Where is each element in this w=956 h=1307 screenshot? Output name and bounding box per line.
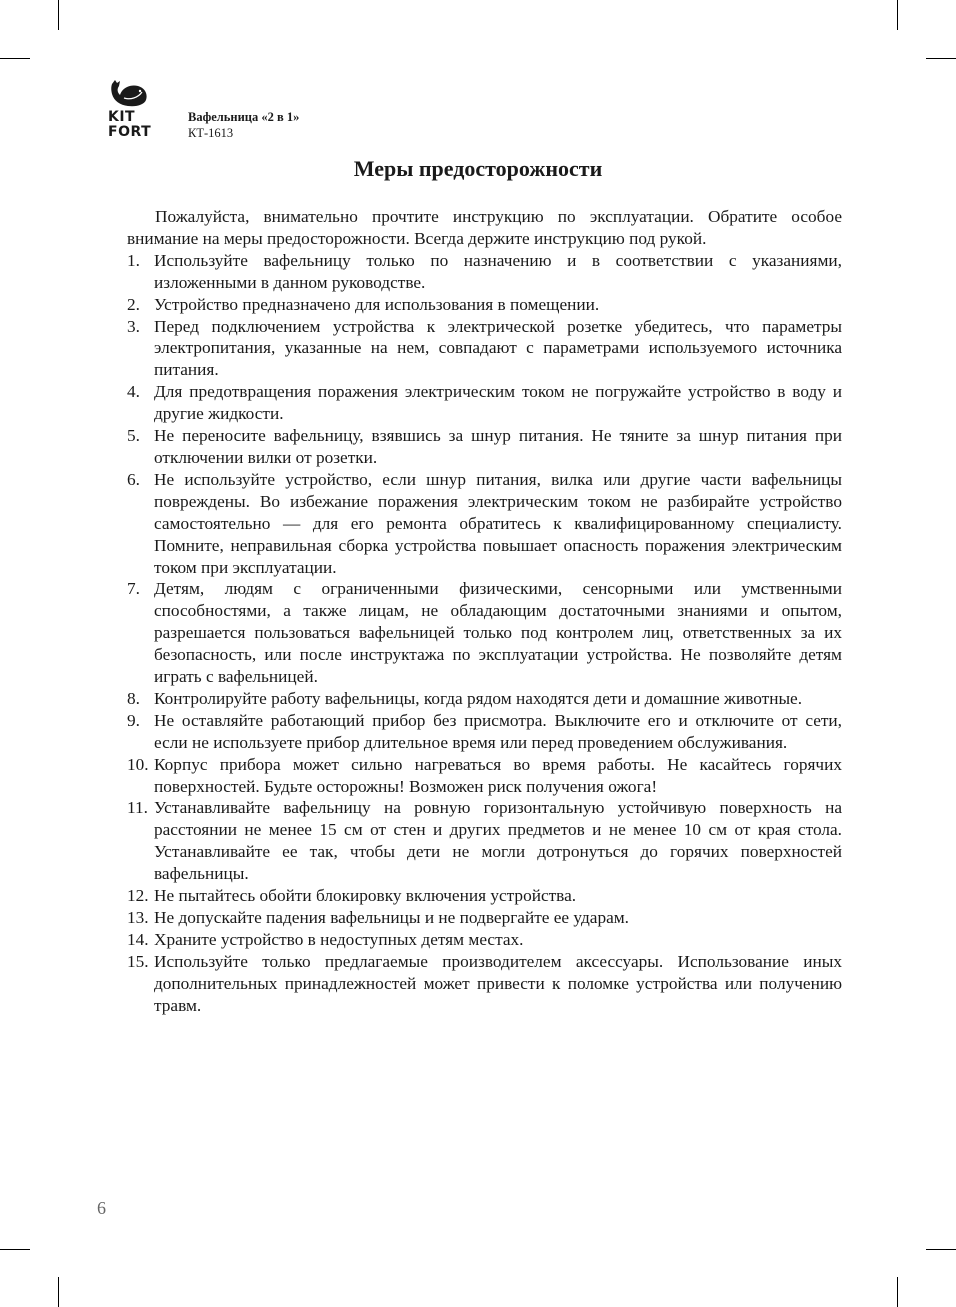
item-number: 2. — [127, 294, 140, 314]
list-item — [127, 951, 842, 1017]
list-item — [127, 425, 842, 469]
crop-mark — [0, 58, 30, 59]
list-item — [127, 929, 842, 951]
item-number: 6. — [127, 469, 140, 489]
item-number: 8. — [127, 688, 140, 708]
item-number: 11. — [127, 798, 148, 818]
product-name: Вафельница «2 в 1» — [188, 110, 300, 124]
list-item — [127, 688, 842, 710]
item-text: Контролируйте работу вафельницы, когда рядом находятся дети и домашние животные. — [154, 688, 803, 708]
item-number: 13. — [127, 908, 149, 927]
list-item — [127, 469, 842, 579]
item-text: Храните устройство в недоступных детям местах. — [154, 929, 524, 949]
item-number: 9. — [127, 710, 140, 730]
list-item — [127, 710, 842, 754]
crop-mark — [0, 1249, 30, 1250]
item-text: Устанавливайте вафельницу на ровную горизонтальную устойчивую поверхность на расстоянии не менее 15 см от стен и других предметов и не менее 10 см от края стола. Устанавливайте ее так, чтобы дети не могли дотронуться до горячих поверхностей вафельницы. — [154, 798, 842, 884]
list-item — [127, 294, 842, 316]
crop-mark — [58, 0, 59, 30]
item-number: 5. — [127, 426, 140, 446]
crop-mark — [926, 1249, 956, 1250]
item-text: Используйте вафельницу только по назначению и в соответствии с указаниями, изложенными в данном руководстве. — [154, 250, 842, 292]
item-number: 12. — [127, 886, 149, 906]
crop-mark — [926, 58, 956, 59]
list-item — [127, 754, 842, 798]
safety-content — [127, 206, 842, 1017]
product-model: КТ-1613 — [188, 126, 234, 140]
brand-logo — [108, 80, 178, 140]
item-text: Перед подключением устройства к электрической розетке убедитесь, что параметры электропитания, указанные на нем, совпадают с параметрами используемого источника питания. — [154, 316, 842, 380]
product-header — [188, 109, 299, 141]
item-number: 4. — [127, 382, 140, 402]
list-item — [127, 885, 842, 907]
item-number: 3. — [127, 316, 140, 336]
item-text: Для предотвращения поражения электрическим током не погружайте устройство в воду и другие жидкости. — [154, 382, 842, 424]
crop-mark — [897, 0, 898, 30]
item-number: 15. — [127, 951, 149, 971]
list-item — [127, 250, 842, 294]
item-text: Не переносите вафельницу, взявшись за шнур питания. Не тяните за шнур питания при отключении вилки от розетки. — [154, 426, 842, 467]
item-number: 1. — [127, 250, 140, 270]
item-text: Детям, людям с ограниченными физическими, сенсорными или умственными способностями, а также лицам, не обладающим достаточными знаниями и опытом, разрешается пользоваться вафельницей только под контролем лиц, ответственных за их безопасность, или после инструктажа по эксплуатации устройства. Не позволяйте детям играть с вафельницей. — [154, 579, 842, 687]
brand-line-1: KIT — [108, 109, 136, 125]
item-text: Не допускайте падения вафельницы и не подвергайте ее ударам. — [154, 908, 630, 927]
list-item — [127, 907, 842, 929]
item-text: Не оставляйте работающий прибор без присмотра. Выключите его и отключите от сети, если не используете прибор длительное время или перед проведением обслуживания. — [154, 710, 842, 752]
page-title: Меры предосторожности — [353, 156, 603, 181]
brand-line-2: FORT — [108, 124, 152, 140]
intro-paragraph: Пожалуйста, внимательно прочтите инструкцию по эксплуатации. Обратите особое внимание на меры предосторожности. Всегда держите инструкцию под рукой. — [127, 207, 842, 248]
item-text: Не пытайтесь обойти блокировку включения устройства. — [154, 886, 577, 906]
item-number: 14. — [127, 929, 149, 949]
item-text: Не используйте устройство, если шнур питания, вилка или другие части вафельницы повреждены. Во избежание поражения электрическим током не разбирайте устройство самостоятельно — для его ремонта обратитесь к квалифицированному специалисту. Помните, неправильная сборка устройства повышает опасность поражения электрическим током при эксплуатации. — [154, 469, 842, 577]
list-item — [127, 797, 842, 885]
list-item — [127, 316, 842, 382]
item-number: 10. — [127, 754, 149, 774]
item-number: 7. — [127, 579, 140, 599]
whale-icon — [108, 80, 148, 108]
page-number: 6 — [97, 1198, 106, 1218]
safety-list — [127, 250, 842, 1017]
item-text: Устройство предназначено для использования в помещении. — [154, 294, 600, 314]
crop-mark — [58, 1277, 59, 1307]
crop-mark — [897, 1277, 898, 1307]
item-text: Корпус прибора может сильно нагреваться во время работы. Не касайтесь горячих поверхностей. Будьте осторожны! Возможен риск получения ожога! — [154, 754, 842, 796]
item-text: Используйте только предлагаемые производителем аксессуары. Использование иных дополнительных принадлежностей может привести к поломке устройства или получению травм. — [154, 951, 842, 1015]
list-item — [127, 381, 842, 425]
list-item — [127, 578, 842, 688]
